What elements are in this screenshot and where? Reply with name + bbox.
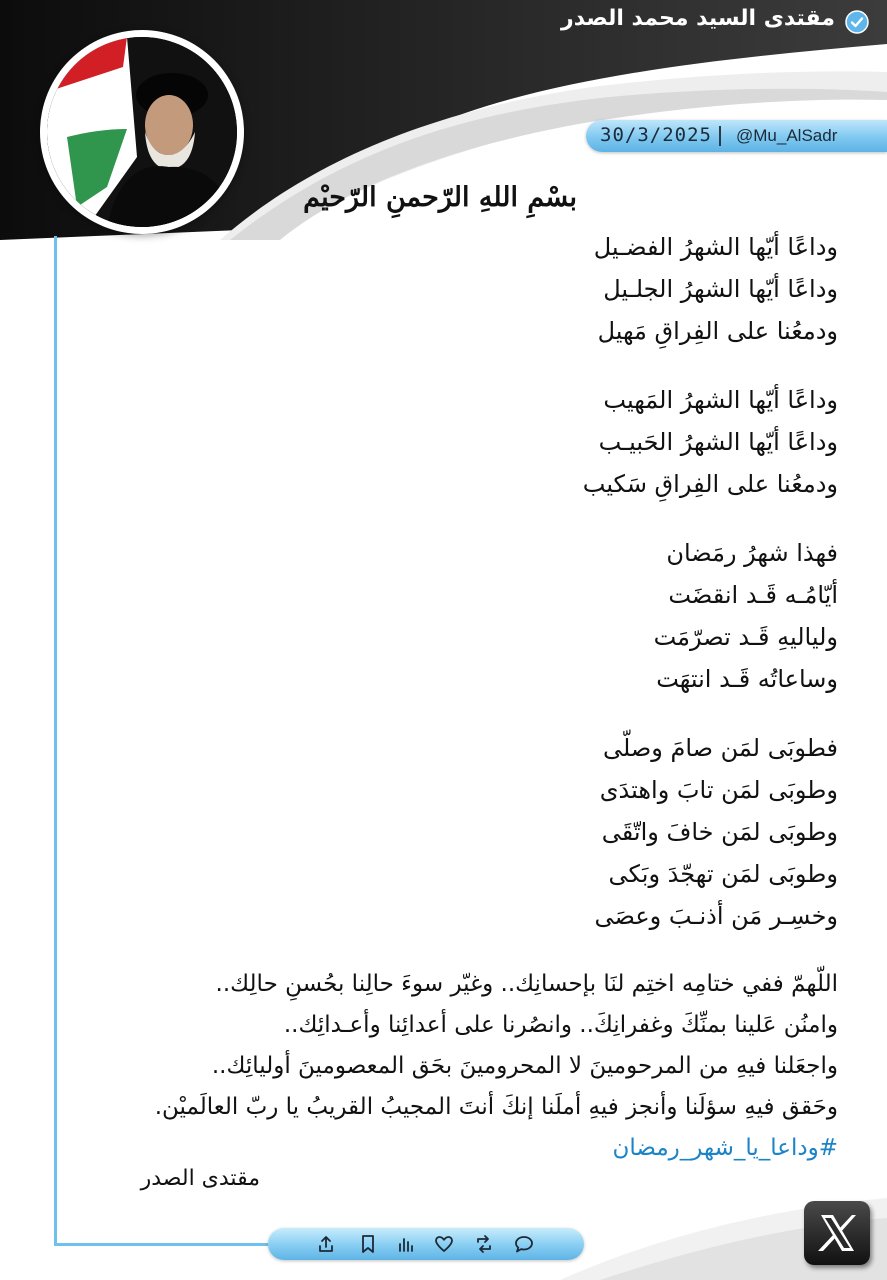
poem-line: فطوبَى لمَن صامَ وصلّى	[602, 734, 838, 762]
reply-icon[interactable]	[514, 1234, 534, 1254]
share-icon[interactable]	[316, 1234, 336, 1254]
hashtag-link[interactable]: #وداعا_يا_شهر_رمضان	[612, 1135, 838, 1161]
prayer-text	[58, 964, 838, 1169]
stanza	[138, 727, 838, 937]
poem-line: ودمعُنا على الفِراقِ سَكيب	[582, 470, 838, 498]
views-icon[interactable]	[396, 1234, 416, 1254]
stanza	[138, 532, 838, 700]
like-icon[interactable]	[434, 1234, 454, 1254]
poem-line: أيّامُـه قَـد انقضَت	[668, 581, 838, 609]
repost-icon[interactable]	[474, 1234, 494, 1254]
poem-line: وساعاتُه قَـد انتهَت	[656, 665, 838, 693]
poem-line: وداعًا أيّها الشهرُ الفضـيل	[593, 233, 838, 261]
meta-bar	[586, 120, 887, 152]
prose-line: اللّهمّ ففي ختامِه اختِم لنَا بإحسانِك.. وغيّر سوءَ حالِنا بحُسنِ حالِك..	[215, 971, 838, 997]
poem-line: وطوبَى لمَن خافَ واتّقَى	[601, 818, 838, 846]
action-bar	[268, 1228, 584, 1260]
x-logo-icon	[804, 1201, 870, 1265]
poem-line: وطوبَى لمَن تهجّدَ وبَكى	[608, 860, 838, 888]
stanza	[138, 226, 838, 352]
prose-line: وامنُن عَلينا بمنِّكَ وغفرانِكَ.. وانصُرنا على أعدائِنا وأعـدائِك..	[283, 1012, 838, 1038]
poem-line: ودمعُنا على الفِراقِ مَهيل	[597, 317, 838, 345]
poem-line: وطوبَى لمَن تابَ واهتدَى	[599, 776, 838, 804]
account-name[interactable]: مقتدى السيد محمد الصدر	[561, 6, 835, 31]
poem-line: فهذا شهرُ رمَضان	[666, 539, 838, 567]
signature: مقتدى الصدر	[140, 1166, 260, 1191]
thread-line	[54, 236, 57, 1246]
prose-line: واجعَلنا فيهِ من المرحومينَ لا المحرومينَ بحَق المعصومينَ أوليائِك..	[211, 1053, 838, 1079]
post-date: 30/3/2025	[600, 124, 712, 146]
poem-line: وخسِـر مَن أذنـبَ وعصَى	[594, 902, 838, 930]
account-handle[interactable]: @Mu_AlSadr	[736, 126, 838, 145]
prose-line: وحَقق فيهِ سؤلَنا وأنجز فيهِ أملَنا إنكَ أنتَ المجيبُ القريبُ يا ربّ العالَميْن.	[154, 1094, 838, 1120]
poem-line: وداعًا أيّها الشهرُ الحَبيـب	[598, 428, 838, 456]
verified-badge-icon	[845, 10, 869, 34]
poem-line: وداعًا أيّها الشهرُ الجلـيل	[603, 275, 838, 303]
poem-line: وداعًا أيّها الشهرُ المَهيب	[603, 386, 838, 414]
stanza	[138, 379, 838, 505]
bismillah-heading: بسْمِ اللهِ الرّحمنِ الرّحيْم	[303, 182, 577, 213]
poem	[138, 226, 838, 937]
bookmark-icon[interactable]	[358, 1234, 378, 1254]
divider	[719, 126, 721, 146]
poem-line: ولياليهِ قَـد تصرّمَت	[653, 623, 838, 651]
